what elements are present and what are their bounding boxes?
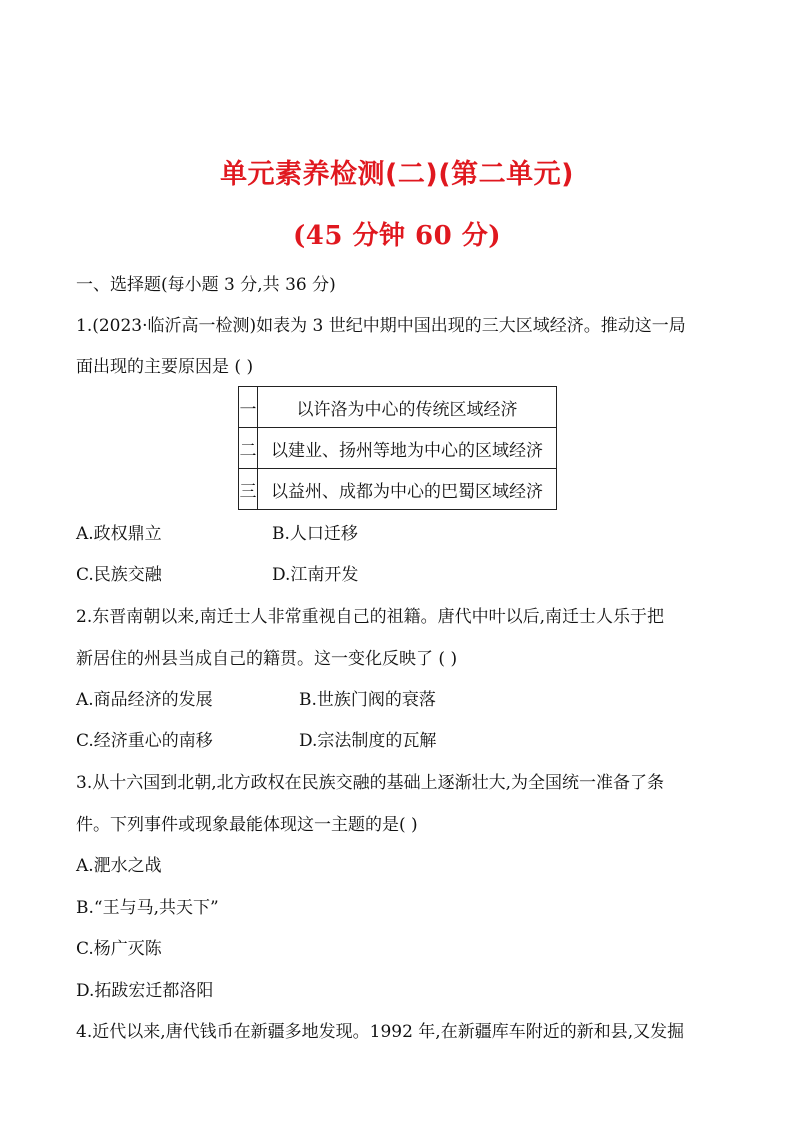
q1-option-c: C.民族交融: [76, 565, 162, 585]
page-title: 单元素养检测(二)(第二单元): [220, 159, 574, 190]
q3-option-d: D.拓跋宏迁都洛阳: [76, 981, 214, 1001]
q1-option-d: D.江南开发: [272, 565, 359, 585]
q2-stem-line2: 新居住的州县当成自己的籍贯。这一变化反映了 ( ): [76, 649, 458, 669]
q2-option-a: A.商品经济的发展: [76, 690, 213, 710]
q1-option-b: B.人口迁移: [272, 524, 358, 544]
row-number: 一: [239, 387, 258, 428]
q1-stem-line1: 1.(2023·临沂高一检测)如表为 3 世纪中期中国出现的三大区域经济。推动这一局: [76, 316, 686, 336]
q2-stem-line1: 2.东晋南朝以来,南迁士人非常重视自己的祖籍。唐代中叶以后,南迁士人乐于把: [76, 607, 665, 627]
q3-option-b: B.“王与马,共天下”: [76, 898, 219, 918]
q1-option-a: A.政权鼎立: [76, 524, 162, 544]
row-text: 以益州、成都为中心的巴蜀区域经济: [258, 469, 557, 510]
q4-stem-line1: 4.近代以来,唐代钱币在新疆多地发现。1992 年,在新疆库车附近的新和县,又发掘: [76, 1022, 685, 1042]
q3-stem-line1: 3.从十六国到北朝,北方政权在民族交融的基础上逐渐壮大,为全国统一准备了条: [76, 773, 665, 793]
table-row: [239, 387, 557, 428]
row-text: 以许洛为中心的传统区域经济: [258, 387, 557, 428]
q1-stem-line2: 面出现的主要原因是 ( ): [76, 357, 254, 377]
q2-option-c: C.经济重心的南移: [76, 731, 213, 751]
section-heading: 一、选择题(每小题 3 分,共 36 分): [76, 275, 336, 295]
region-table: [238, 386, 557, 510]
table-row: [239, 428, 557, 469]
q3-option-c: C.杨广灭陈: [76, 939, 162, 959]
q2-option-b: B.世族门阀的衰落: [299, 690, 436, 710]
q3-stem-line2: 件。下列事件或现象最能体现这一主题的是( ): [76, 815, 418, 835]
page-subtitle: (45 分钟 60 分): [292, 221, 502, 251]
row-number: 二: [239, 428, 258, 469]
row-number: 三: [239, 469, 258, 510]
table-row: [239, 469, 557, 510]
q3-option-a: A.淝水之战: [76, 856, 162, 876]
row-text: 以建业、扬州等地为中心的区域经济: [258, 428, 557, 469]
q2-option-d: D.宗法制度的瓦解: [299, 731, 437, 751]
